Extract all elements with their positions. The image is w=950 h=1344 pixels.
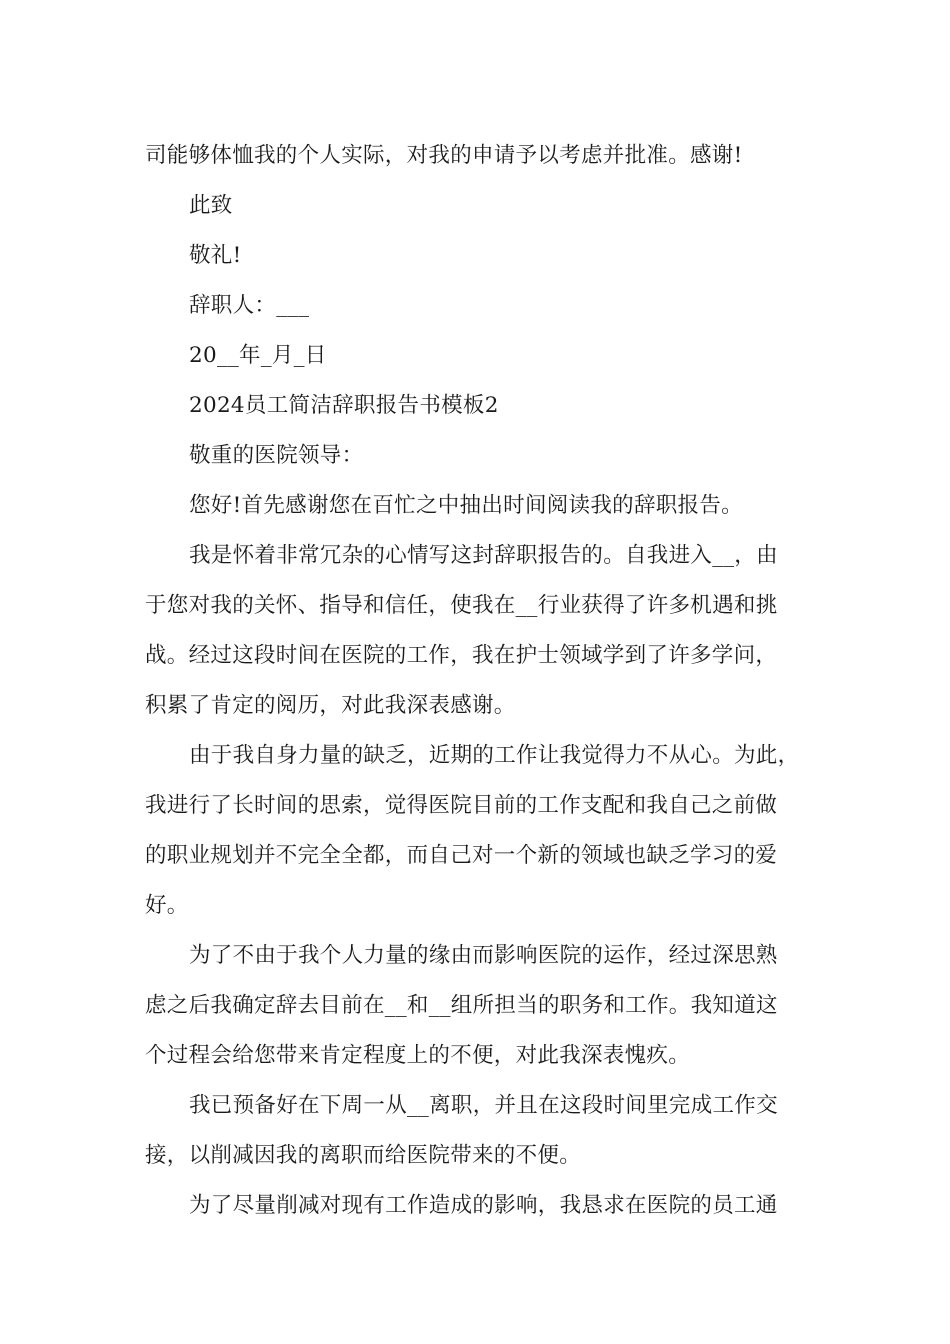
text-line: 我进行了长时间的思索，觉得医院目前的工作支配和我自己之前做 — [145, 793, 778, 818]
text-line: 积累了肯定的阅历，对此我深表感谢。 — [145, 693, 516, 718]
text-line: 我是怀着非常冗杂的心情写这封辞职报告的。自我进入__，由 — [189, 543, 778, 568]
text-line: 于您对我的关怀、指导和信任，使我在__行业获得了许多机遇和挑 — [145, 593, 778, 618]
text-line: 虑之后我确定辞去目前在__和__组所担当的职务和工作。我知道这 — [145, 993, 778, 1018]
text-line: 您好!首先感谢您在百忙之中抽出时间阅读我的辞职报告。 — [189, 493, 743, 518]
text-line: 此致 — [189, 193, 233, 218]
document-body — [145, 131, 825, 1231]
text-line: 接，以削减因我的离职而给医院带来的不便。 — [145, 1143, 582, 1168]
text-line: 的职业规划并不完全全都，而自己对一个新的领域也缺乏学习的爱 — [145, 843, 778, 868]
text-line: 好。 — [145, 893, 189, 918]
text-line: 我已预备好在下周一从__离职，并且在这段时间里完成工作交 — [189, 1093, 778, 1118]
text-line: 辞职人：___ — [189, 293, 310, 318]
text-line: 敬礼! — [189, 243, 242, 268]
text-line: 为了不由于我个人力量的缘由而影响医院的运作，经过深思熟 — [189, 943, 778, 968]
text-line: 司能够体恤我的个人实际，对我的申请予以考虑并批准。感谢! — [145, 143, 743, 168]
text-line: 由于我自身力量的缺乏，近期的工作让我觉得力不从心。为此， — [189, 743, 800, 768]
text-line: 20__年_月_日 — [189, 343, 327, 368]
text-line: 个过程会给您带来肯定程度上的不便，对此我深表愧疚。 — [145, 1043, 691, 1068]
text-line: 战。经过这段时间在医院的工作，我在护士领域学到了许多学问， — [145, 643, 778, 668]
text-line: 2024员工简洁辞职报告书模板2 — [189, 393, 499, 418]
text-line: 为了尽量削减对现有工作造成的影响，我恳求在医院的员工通 — [189, 1193, 778, 1218]
text-line: 敬重的医院领导： — [189, 443, 364, 468]
